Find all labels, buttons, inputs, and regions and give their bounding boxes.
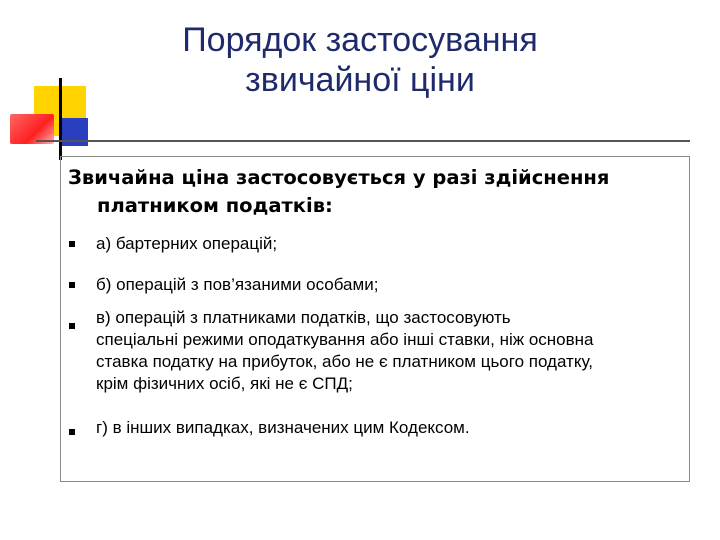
- logo-vertical-rule: [59, 78, 62, 160]
- square-bullet-icon: [69, 282, 75, 288]
- list-item: [96, 274, 688, 296]
- slide-title: [100, 20, 620, 100]
- content-heading: [68, 164, 678, 220]
- list-item: [96, 417, 688, 439]
- title-line-1: Порядок застосування: [182, 21, 538, 59]
- square-bullet-icon: [69, 241, 75, 247]
- title-divider: [36, 140, 690, 142]
- title-line-2: звичайної ціни: [245, 61, 475, 99]
- square-bullet-icon: [69, 323, 75, 329]
- list-item-line: крім фізичних осіб, які не є СПД;: [96, 374, 353, 393]
- list-item-line: а) бартерних операцій;: [96, 234, 278, 253]
- list-item-line: в) операцій з платниками податків, що застосовують: [96, 308, 511, 327]
- square-bullet-icon: [69, 429, 75, 435]
- list-item-line: б) операцій з пов’язаними особами;: [96, 275, 379, 294]
- list-item-line: спеціальні режими оподаткування або інші ставки, ніж основна: [96, 330, 594, 349]
- list-item: [96, 233, 688, 255]
- list-item-line: г) в інших випадках, визначених цим Кодексом.: [96, 418, 470, 437]
- list-item: [96, 307, 688, 395]
- heading-line-2: платником податків:: [97, 194, 333, 217]
- list-item-line: ставка податку на прибуток, або не є платником цього податку,: [96, 352, 593, 371]
- heading-line-1: Звичайна ціна застосовується у разі здійснення: [68, 166, 610, 189]
